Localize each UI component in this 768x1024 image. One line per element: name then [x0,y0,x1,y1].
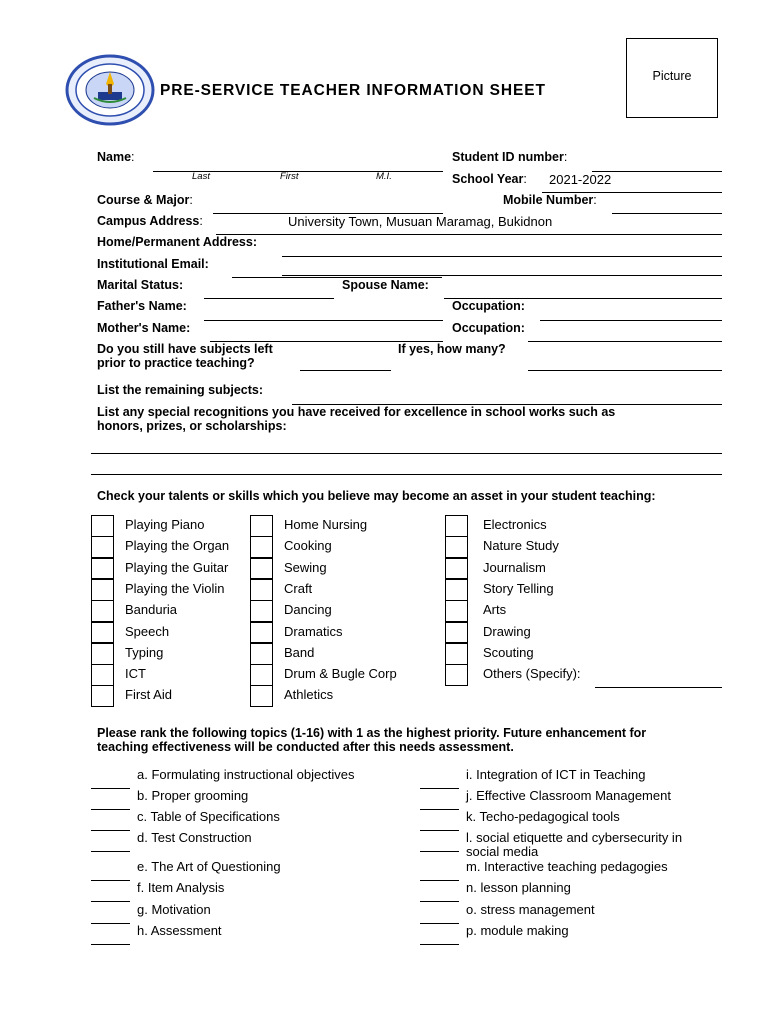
subjects-left-label: Do you still have subjects left prior to practice teaching? [97,342,273,370]
talent-checkbox[interactable] [445,622,468,644]
talent-checkbox[interactable] [445,515,468,537]
school-year-label: School Year: [452,172,527,186]
father-name-field[interactable] [204,320,443,321]
talent-label: Typing [125,644,164,660]
rank-topic: c. Table of Specifications [137,809,280,824]
rank-input[interactable] [91,788,130,789]
rank-topic: n. lesson planning [466,880,571,895]
page-title: PRE-SERVICE TEACHER INFORMATION SHEET [160,82,546,99]
rank-topic: e. The Art of Questioning [137,859,281,874]
talent-label: Playing Piano [125,517,205,532]
talent-label: Home Nursing [284,517,368,532]
talent-label: Sewing [284,559,327,575]
talent-checkbox[interactable] [445,558,468,580]
talent-label: Speech [125,623,170,639]
rank-input[interactable] [420,944,459,945]
talent-label: Others (Specify): [483,666,581,682]
talent-label: Arts [483,602,507,618]
talent-checkbox[interactable] [91,622,114,644]
email-field-line1[interactable] [282,275,722,276]
how-many-field-a[interactable] [528,341,722,342]
talent-label: Drum & Bugle Corp [284,666,397,682]
talent-checkbox[interactable] [91,600,114,622]
talent-label: Electronics [483,517,547,532]
picture-label: Picture [652,69,692,83]
rank-topic: p. module making [466,923,569,938]
talent-label: Playing the Organ [125,538,230,554]
rank-input[interactable] [91,944,130,945]
rank-input[interactable] [91,901,130,902]
talent-label: Cooking [284,538,332,554]
mobile-field[interactable] [612,213,722,214]
talent-label: Athletics [284,687,334,703]
rank-input[interactable] [420,880,459,881]
talent-label: Nature Study [483,538,559,554]
talent-label: Dancing [284,602,332,618]
remaining-subjects-label: List the remaining subjects: [97,383,264,397]
school-year-value: 2021-2022 [549,172,612,187]
talent-label: Playing the Violin [125,580,225,596]
talent-label: First Aid [125,687,172,703]
mother-occupation-label: Occupation: [452,321,525,335]
rank-topic: k. Techo-pedagogical tools [466,809,620,824]
name-label: Name: [97,150,135,164]
talent-checkbox[interactable] [250,622,273,644]
rank-input[interactable] [420,851,459,852]
talent-checkbox[interactable] [91,536,114,558]
campus-address-label: Campus Address: [97,214,203,228]
rank-input[interactable] [420,830,459,831]
talent-label: Band [284,644,315,660]
spouse-name-label: Spouse Name: [342,278,429,292]
rank-input[interactable] [91,830,130,831]
rank-input[interactable] [420,809,459,810]
talent-label: Banduria [125,602,178,618]
talent-label: Story Telling [483,580,554,596]
talent-checkbox[interactable] [250,685,273,707]
rank-topic: m. Interactive teaching pedagogies [466,859,668,874]
father-occupation-label: Occupation: [452,299,525,313]
subjects-left-field-b[interactable] [300,370,391,371]
marital-status-field[interactable] [204,298,334,299]
others-specify-field[interactable] [595,687,722,688]
picture-box [626,38,718,118]
campus-address-field[interactable] [216,234,722,235]
rank-topic: b. Proper grooming [137,788,249,803]
rank-topic: j. Effective Classroom Management [466,788,671,803]
how-many-label: If yes, how many? [398,342,506,356]
talent-checkbox[interactable] [250,664,273,686]
how-many-field-b[interactable] [528,370,722,371]
recognitions-field-2[interactable] [91,474,722,475]
rank-input[interactable] [420,923,459,924]
talent-checkbox[interactable] [91,643,114,665]
talent-checkbox[interactable] [91,685,114,707]
talent-checkbox[interactable] [250,600,273,622]
talent-checkbox[interactable] [250,579,273,601]
college-seal-icon [64,54,156,126]
talent-checkbox[interactable] [250,515,273,537]
ranking-instructions: Please rank the following topics (1-16) with 1 as the highest priority. Future enhancement for teaching effectiveness will be conducted after this needs assessment. [97,726,647,754]
rank-topic: d. Test Construction [137,830,252,845]
home-address-label: Home/Permanent Address: [97,235,257,249]
talent-label: Dramatics [284,623,343,639]
rank-topic: f. Item Analysis [137,880,225,895]
mi-sublabel: M.I. [376,171,392,182]
rank-topic: g. Motivation [137,902,211,917]
mother-name-label: Mother's Name: [97,321,191,335]
recognitions-label: List any special recognitions you have received for excellence in school works such as honors, prizes, or scholarships: [97,405,616,433]
rank-input[interactable] [91,851,130,852]
talent-checkbox[interactable] [250,536,273,558]
course-label: Course & Major: [97,193,193,207]
email-label: Institutional Email: [97,257,209,271]
talent-label: Scouting [483,644,534,660]
campus-address-value: University Town, Musuan Maramag, Bukidnon [288,214,553,229]
student-id-field[interactable] [592,171,722,172]
talent-label: Journalism [483,559,546,575]
talent-label: Craft [284,580,313,596]
rank-input[interactable] [91,880,130,881]
talent-checkbox[interactable] [445,643,468,665]
home-address-field[interactable] [282,256,722,257]
talent-label: Playing the Guitar [125,559,229,575]
talent-label: Drawing [483,623,531,639]
talent-checkbox[interactable] [91,579,114,601]
father-name-label: Father's Name: [97,299,187,313]
talent-checkbox[interactable] [250,643,273,665]
mobile-label: Mobile Number: [503,193,597,207]
rank-topic: l. social etiquette and cybersecurity in social media [466,830,683,859]
recognitions-field-1[interactable] [91,453,722,454]
rank-topic: a. Formulating instructional objectives [137,767,355,782]
rank-topic: h. Assessment [137,923,222,938]
talent-checkbox[interactable] [250,558,273,580]
last-sublabel: Last [192,171,210,182]
rank-input[interactable] [91,923,130,924]
talent-checkbox[interactable] [91,664,114,686]
talent-checkbox[interactable] [445,664,468,686]
subjects-left-field-a[interactable] [292,341,382,342]
student-id-label: Student ID number: [452,150,568,164]
first-sublabel: First [280,171,299,182]
talent-label: ICT [125,666,146,682]
talent-checkbox[interactable] [91,515,114,537]
rank-topic: o. stress management [466,902,595,917]
father-occupation-field[interactable] [540,320,722,321]
marital-status-label: Marital Status: [97,278,184,292]
rank-input[interactable] [420,788,459,789]
rank-topic: i. Integration of ICT in Teaching [466,767,646,782]
talent-checkbox[interactable] [445,600,468,622]
talent-checkbox[interactable] [445,579,468,601]
talent-checkbox[interactable] [91,558,114,580]
talent-checkbox[interactable] [445,536,468,558]
rank-input[interactable] [420,901,459,902]
talents-heading: Check your talents or skills which you believe may become an asset in your student teaching: [97,489,656,503]
rank-input[interactable] [91,809,130,810]
